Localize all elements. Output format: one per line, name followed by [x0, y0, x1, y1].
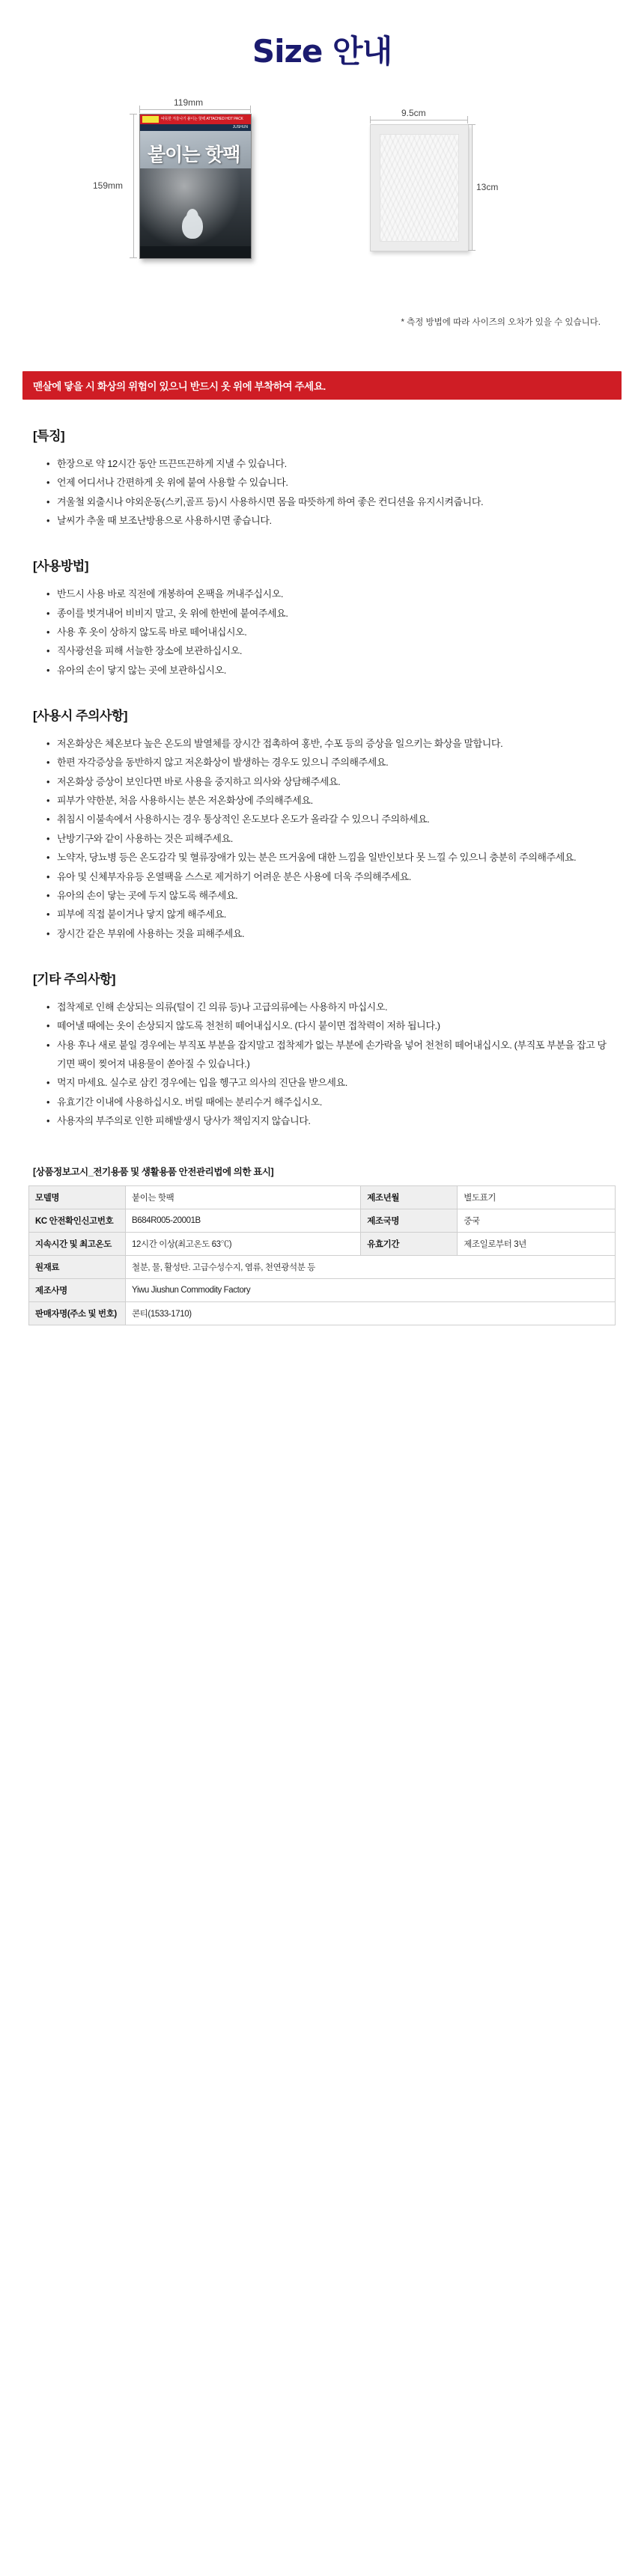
list-item: • 저온화상은 체온보다 높은 온도의 발열체를 장시간 접촉하여 홍반, 수포 등의 증상을 일으키는 화상을 말합니다. — [46, 734, 608, 753]
heat-pad-surface — [380, 134, 459, 242]
list-item: • 먹지 마세요. 실수로 삼킨 경우에는 입을 헹구고 의사의 진단을 받으세요. — [46, 1073, 608, 1092]
pad-height-guide-top-cap — [468, 124, 476, 125]
heat-pad-image — [370, 124, 469, 251]
package-yellow-tag — [142, 116, 159, 123]
table-cell-value: 제조일로부터 3년 — [458, 1233, 616, 1256]
section-heading-usage: [사용방법] — [33, 559, 89, 574]
spec-table-wrap — [0, 1185, 644, 1355]
list-item: • 유효기간 이내에 사용하십시오. 버릴 때에는 분리수거 해주십시오. — [46, 1093, 608, 1111]
list-item: • 취침시 이불속에서 사용하시는 경우 통상적인 온도보다 온도가 올라갈 수 있으니 주의하세요. — [46, 810, 608, 828]
list-item: • 사용 후나 새로 붙일 경우에는 부직포 부분을 잡지말고 접착제가 없는 부분에 손가락을 넣어 천천히 떼어내십시오. (부직포 부분을 잡고 당기면 팩이 찢어져 내용물이 쏟아질 수 있습니다.) — [46, 1036, 608, 1074]
package-photo-figure — [182, 213, 203, 239]
front-package-image — [139, 114, 252, 259]
package-top-strip-text: 따뜻한 겨울나기 붙이는 핫팩 ATTACHED HOT PACK — [161, 117, 243, 121]
table-cell-value: 콘티(1533-1710) — [126, 1302, 616, 1325]
table-cell-label: 제조사명 — [29, 1279, 126, 1302]
table-cell-value: B684R005-20001B — [126, 1209, 361, 1233]
warning-banner: 맨살에 닿을 시 화상의 위험이 있으니 반드시 옷 위에 부착하여 주세요. — [22, 371, 622, 400]
table-cell-label: 판매자명(주소 및 번호) — [29, 1302, 126, 1325]
list-item: • 종이를 벗겨내어 비비지 말고, 옷 위에 한번에 붙여주세요. — [46, 604, 608, 623]
content-sections — [0, 425, 644, 1130]
table-cell-label: KC 안전확인신고번호 — [29, 1209, 126, 1233]
table-cell-value: 철분, 물, 활성탄. 고급수성수지, 염류, 천연광석분 등 — [126, 1256, 616, 1279]
table-row — [29, 1186, 616, 1209]
usage-list — [33, 585, 608, 680]
table-cell-label: 지속시간 및 최고온도 — [29, 1233, 126, 1256]
table-cell-label: 원재료 — [29, 1256, 126, 1279]
list-item: • 겨울철 외출시나 야외운동(스키,골프 등)시 사용하시면 몸을 따뜻하게 하여 좋은 컨디션을 유지시켜줍니다. — [46, 492, 608, 511]
list-item: • 피부가 약한분, 처음 사용하시는 분은 저온화상에 주의해주세요. — [46, 791, 608, 810]
package-product-name: 붙이는 핫팩 — [148, 144, 240, 165]
pad-height-label: 13cm — [476, 182, 499, 192]
table-row — [29, 1256, 616, 1279]
product-image-area — [0, 87, 644, 311]
package-brand-bar: JUSHUN — [140, 124, 251, 131]
section-heading-features: [특징] — [33, 429, 65, 443]
table-cell-value: 별도표기 — [458, 1186, 616, 1209]
list-item: • 노약자, 당뇨병 등은 온도감각 및 혈류장애가 있는 분은 뜨거움에 대한 느낌을 일반인보다 못 느낄 수 있으니 충분히 주의해주세요. — [46, 848, 608, 867]
front-width-guide — [139, 109, 250, 110]
front-height-guide — [133, 114, 134, 257]
list-item: • 피부에 직접 붙이거나 닿지 않게 해주세요. — [46, 905, 608, 924]
list-item: • 한편 자각증상을 동반하지 않고 저온화상이 발생하는 경우도 있으니 주의해주세요. — [46, 753, 608, 772]
list-item: • 유아 및 신체부자유등 온열팩을 스스로 제거하기 어려운 분은 사용에 더욱 주의해주세요. — [46, 867, 608, 886]
list-item: • 떼어낼 때에는 옷이 손상되지 않도록 천천히 떼어내십시오. (다시 붙이면 접착력이 저하 됩니다.) — [46, 1016, 608, 1035]
measure-note: * 측정 방법에 따라 사이즈의 오차가 있을 수 있습니다. — [401, 318, 601, 327]
caution-list — [33, 734, 608, 943]
pad-height-guide — [472, 124, 473, 250]
list-item: • 사용자의 부주의로 인한 피해발생시 당사가 책임지지 않습니다. — [46, 1111, 608, 1130]
spec-table — [28, 1185, 616, 1325]
list-item: • 장시간 같은 부위에 사용하는 것을 피해주세요. — [46, 924, 608, 943]
list-item: • 난방기구와 같이 사용하는 것은 피해주세요. — [46, 829, 608, 848]
table-cell-value: Yiwu Jiushun Commodity Factory — [126, 1279, 616, 1302]
list-item: • 한장으로 약 12시간 동안 뜨끈뜨끈하게 지낼 수 있습니다. — [46, 454, 608, 473]
table-cell-value: 붙이는 핫팩 — [126, 1186, 361, 1209]
table-row — [29, 1209, 616, 1233]
list-item: • 날씨가 추울 때 보조난방용으로 사용하시면 좋습니다. — [46, 511, 608, 530]
table-row — [29, 1302, 616, 1325]
table-cell-label: 제조년월 — [361, 1186, 458, 1209]
pad-width-guide-left-cap — [370, 116, 371, 123]
package-bottom-bar — [140, 246, 251, 258]
table-cell-value: 12시간 이상(최고온도 63℃) — [126, 1233, 361, 1256]
feature-list — [33, 454, 608, 530]
section-heading-cautions: [사용시 주의사항] — [33, 709, 127, 724]
table-cell-label: 모델명 — [29, 1186, 126, 1209]
list-item: • 접착제로 인해 손상되는 의류(털이 긴 의류 등)나 고급의류에는 사용하지 마십시오. — [46, 998, 608, 1016]
front-width-label: 119mm — [174, 97, 204, 108]
list-item: • 사용 후 옷이 상하지 않도록 바로 떼어내십시오. — [46, 623, 608, 641]
list-item: • 유아의 손이 닿지 않는 곳에 보관하십시오. — [46, 661, 608, 680]
front-width-guide-left-cap — [139, 106, 140, 113]
list-item: • 언제 어디서나 간편하게 옷 위에 붙여 사용할 수 있습니다. — [46, 473, 608, 492]
section-heading-other-cautions: [기타 주의사항] — [33, 971, 116, 986]
other-caution-list — [33, 998, 608, 1130]
pad-height-guide-bottom-cap — [468, 250, 476, 251]
table-row — [29, 1233, 616, 1256]
front-height-guide-bottom-cap — [130, 257, 137, 258]
page-title: Size 안내 — [252, 33, 392, 70]
list-item: • 반드시 사용 바로 직전에 개봉하여 온팩을 꺼내주십시오. — [46, 585, 608, 603]
warning-banner-wrap — [0, 371, 644, 400]
table-cell-value: 중국 — [458, 1209, 616, 1233]
table-cell-label: 제조국명 — [361, 1209, 458, 1233]
list-item: • 유아의 손이 닿는 곳에 두지 않도록 해주세요. — [46, 886, 608, 905]
list-item: • 직사광선을 피해 서늘한 장소에 보관하십시오. — [46, 641, 608, 660]
front-width-guide-right-cap — [250, 106, 251, 113]
list-item: • 저온화상 증상이 보인다면 바로 사용을 중지하고 의사와 상담해주세요. — [46, 772, 608, 791]
pad-width-label: 9.5cm — [401, 108, 426, 118]
package-photo — [140, 168, 251, 258]
table-row — [29, 1279, 616, 1302]
spec-table-title: [상품정보고시_전기용품 및 생활용품 안전관리법에 의한 표시] — [33, 1167, 274, 1178]
table-cell-label: 유효기간 — [361, 1233, 458, 1256]
front-height-guide-top-cap — [130, 114, 137, 115]
front-height-label: 159mm — [93, 180, 124, 191]
pad-width-guide-right-cap — [467, 116, 468, 123]
package-top-strip — [140, 115, 251, 124]
